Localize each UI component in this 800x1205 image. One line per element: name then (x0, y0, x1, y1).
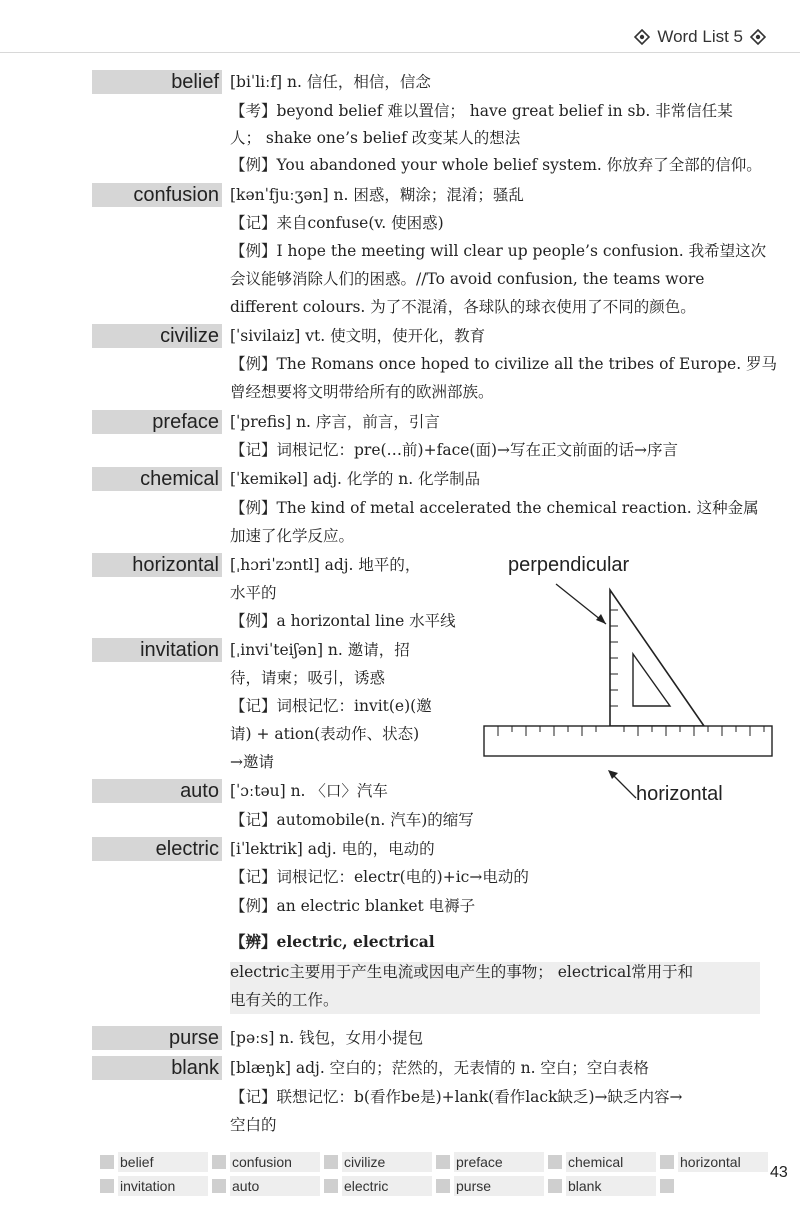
headword: chemical (140, 468, 219, 490)
figure-label-perpendicular: perpendicular (508, 554, 630, 576)
entry-line: 【记】词根记忆：electr(电的)+ic→电动的 (230, 868, 529, 886)
entry-line: [kənˈfjuːʒən] n. 困惑，糊涂；混淆；骚乱 (230, 186, 524, 204)
index-item (212, 1176, 320, 1196)
headword-bar (92, 553, 222, 577)
entry-line: [ˈsivilaiz] vt. 使文明，使开化，教育 (230, 327, 486, 345)
figure-label-horizontal: horizontal (636, 783, 723, 805)
headword: electric (155, 838, 219, 860)
headword-bar (92, 70, 222, 94)
entry-line: 【例】an electric blanket 电褥子 (230, 897, 476, 915)
index-label: auto (230, 1176, 320, 1196)
headword: auto (180, 780, 219, 802)
index-item (324, 1176, 432, 1196)
entry-line: 加速了化学反应。 (230, 527, 355, 545)
set-square-figure (478, 550, 778, 810)
entry-line: 【例】You abandoned your whole belief system. 你放弃了全部的信仰。 (230, 156, 762, 174)
headword-bar (92, 638, 222, 662)
index-label: chemical (566, 1152, 656, 1172)
entry-line: [ˈɔːtəu] n. 〈口〉汽车 (230, 782, 388, 800)
headword: preface (152, 411, 219, 433)
checkbox (660, 1179, 674, 1193)
checkbox (212, 1179, 226, 1193)
entry-line: 待，请柬；吸引，诱惑 (230, 669, 386, 687)
index-item (548, 1176, 656, 1196)
index-item (212, 1152, 320, 1172)
checkbox (212, 1155, 226, 1169)
set-square-drawing (478, 550, 778, 810)
checkbox (436, 1155, 450, 1169)
headword: blank (171, 1057, 219, 1079)
checkbox (100, 1179, 114, 1193)
headword: horizontal (132, 554, 219, 576)
entry-line: 【例】The Romans once hoped to civilize all the tribes of Europe. 罗马 (230, 355, 778, 373)
entry-line: 请) + ation(表动作、状态) (230, 725, 420, 743)
headword: purse (168, 1027, 219, 1049)
checkbox (324, 1179, 338, 1193)
index-item (436, 1176, 544, 1196)
index-label: purse (454, 1176, 544, 1196)
diamond-icon (634, 29, 650, 45)
entry-line: different colours. 为了不混淆，各球队的球衣使用了不同的颜色。 (230, 298, 696, 316)
page-number: 43 (770, 1164, 788, 1181)
checkbox (660, 1155, 674, 1169)
entry-line: 【记】来自confuse(v. 使困惑) (230, 214, 444, 232)
entry-line: 【考】beyond belief 难以置信； have great belief in sb. 非常信任某 (230, 102, 733, 120)
checkbox (324, 1155, 338, 1169)
checkbox (548, 1179, 562, 1193)
index-label: electric (342, 1176, 432, 1196)
page-header-title: Word List 5 (657, 27, 743, 46)
entry-line: [pəːs] n. 钱包，女用小提包 (230, 1029, 424, 1047)
headword-bar (92, 324, 222, 348)
entry-line: 曾经想要将文明带给所有的欧洲部族。 (230, 383, 494, 401)
entry-line: 【例】The kind of metal accelerated the chemical reaction. 这种金属 (230, 499, 759, 517)
index-item (100, 1176, 208, 1196)
index-label: civilize (342, 1152, 432, 1172)
index-label: confusion (230, 1152, 320, 1172)
index-item (436, 1152, 544, 1172)
entry-line: [iˈlektrik] adj. 电的，电动的 (230, 840, 435, 858)
index-item (660, 1152, 768, 1172)
entry-line: [ˌhɔriˈzɔntl] adj. 地平的， (230, 556, 421, 574)
entry-line: 【记】词根记忆：invit(e)(邀 (230, 697, 432, 715)
entry-line: 【记】automobile(n. 汽车)的缩写 (230, 811, 474, 829)
index-label: belief (118, 1152, 208, 1172)
headword: confusion (133, 184, 219, 206)
index-item (324, 1152, 432, 1172)
headword-bar (92, 1056, 222, 1080)
checkbox (436, 1179, 450, 1193)
checkbox (548, 1155, 562, 1169)
entry-line: →邀请 (230, 753, 274, 771)
headword-bar (92, 837, 222, 861)
headword-bar (92, 410, 222, 434)
entry-line: 【例】I hope the meeting will clear up people’s confusion. 我希望这次 (230, 242, 767, 260)
entry-line: 【记】词根记忆：pre(…前)+face(面)→写在正文前面的话→序言 (230, 441, 678, 459)
index-item (100, 1152, 208, 1172)
page-header (0, 0, 800, 58)
note-line: 电有关的工作。 (230, 991, 339, 1009)
note-line: electric主要用于产生电流或因电产生的事物； electrical常用于和 (230, 963, 694, 981)
headword: belief (171, 71, 219, 93)
index-label: preface (454, 1152, 544, 1172)
headword: civilize (160, 325, 219, 347)
entry-line: [ˈkemikəl] adj. 化学的 n. 化学制品 (230, 470, 481, 488)
index-label: blank (566, 1176, 656, 1196)
entry-line: 空白的 (230, 1116, 277, 1134)
entry-line: 会议能够消除人们的困惑。//To avoid confusion, the teams wore (230, 270, 705, 288)
entry-line: 人； shake one’s belief 改变某人的想法 (230, 129, 521, 147)
entry-line: [ˈprefis] n. 序言，前言，引言 (230, 413, 440, 431)
header-title-group (634, 27, 766, 47)
note-title: 【辨】electric, electrical (230, 932, 435, 951)
entry-line: [biˈliːf] n. 信任，相信，信念 (230, 73, 431, 91)
headword-bar (92, 779, 222, 803)
entry-line: 【记】联想记忆：b(看作be是)+lank(看作lack缺乏)→缺乏内容→ (230, 1088, 683, 1106)
index-item (548, 1152, 656, 1172)
index-label: horizontal (678, 1152, 768, 1172)
index-label: invitation (118, 1176, 208, 1196)
header-divider (0, 52, 800, 53)
headword: invitation (140, 639, 219, 661)
headword-bar (92, 467, 222, 491)
headword-bar (92, 183, 222, 207)
diamond-icon (750, 29, 766, 45)
index-item (660, 1176, 768, 1196)
entry-line: [ˌinviˈteiʃən] n. 邀请，招 (230, 641, 410, 659)
entry-line: 【例】a horizontal line 水平线 (230, 612, 456, 630)
checkbox (100, 1155, 114, 1169)
headword-bar (92, 1026, 222, 1050)
entry-line: 水平的 (230, 584, 277, 602)
entry-line: [blæŋk] adj. 空白的；茫然的，无表情的 n. 空白；空白表格 (230, 1059, 649, 1077)
